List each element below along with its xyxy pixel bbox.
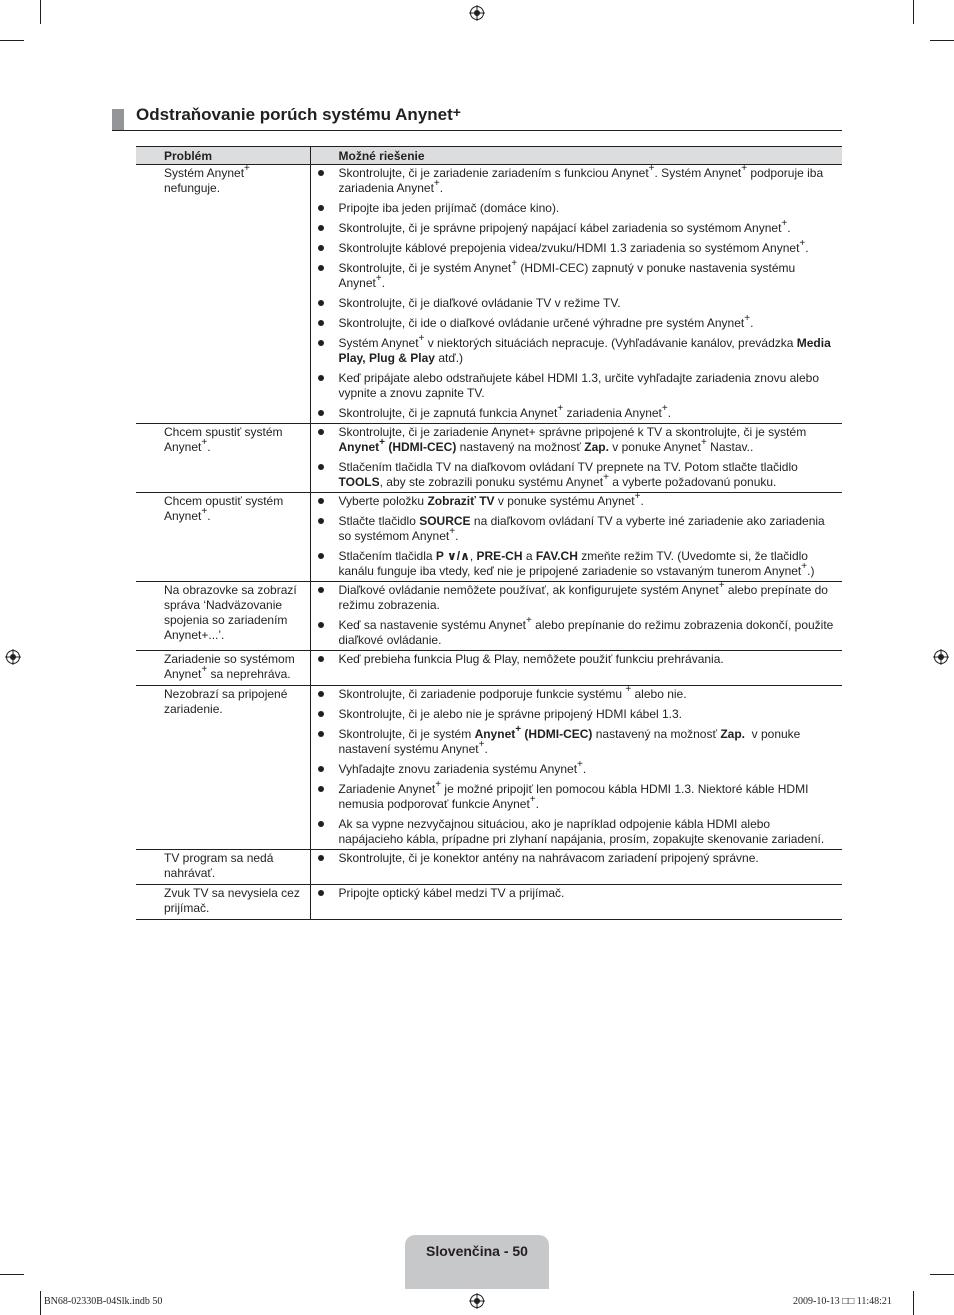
crop-mark <box>930 1274 954 1275</box>
solution-cell <box>310 582 842 651</box>
bullet-icon <box>318 320 324 326</box>
solution-text: Skontrolujte, či je zariadenie zariadením s funkciou Anynet+. Systém Anynet+ podporuje iba zariadenia Anynet+. <box>338 163 824 195</box>
page-number-label: Slovenčina - 50 <box>426 1243 528 1259</box>
list-item <box>315 333 839 366</box>
list-item <box>315 218 839 236</box>
table-row <box>136 850 842 885</box>
bullet-icon <box>318 821 324 827</box>
solution-text: Ak sa vypne nezvyčajnou situáciou, ako je napríklad odpojenie kábla HDMI alebo napájacieho kábla, prípadne pri zlyhaní napájania, prosím, zopakujte skenovanie zariadení. <box>338 817 825 846</box>
solution-text: Pripojte iba jeden prijímač (domáce kino). <box>338 201 560 215</box>
section-title-marker <box>112 109 124 131</box>
solution-text: Stlačením tlačidla P ∨/∧, PRE-CH a FAV.CH zmeňte režim TV. (Uvedomte si, že tlačidlo kanálu funguje iba vtedy, keď nie je pripojené zariadenie so vstavaným tunerom Anynet+.) <box>338 549 815 578</box>
solution-text: Skontrolujte, či je zapnutá funkcia Anynet+ zariadenia Anynet+. <box>338 403 672 420</box>
solution-text: Skontrolujte, či je systém Anynet+ (HDMI-CEC) nastavený na možnosť Zap. v ponuke nastavení systému Anynet+. <box>338 724 801 756</box>
solution-text: Systém Anynet+ v niektorých situáciách nepracuje. (Vyhľadávanie kanálov, prevádzka Media Play, Plug & Play atď.) <box>338 333 831 365</box>
section-title: Odstraňovanie porúch systému Anynet+ <box>136 104 461 124</box>
list-item <box>315 491 839 509</box>
solution-text: Skontrolujte, či je konektor antény na nahrávacom zariadení pripojený správne. <box>338 851 759 865</box>
list-item <box>315 886 839 901</box>
list-item <box>315 851 839 866</box>
print-date: 2009-10-13 □□ 11:48:21 <box>793 1296 892 1307</box>
crop-mark <box>913 1291 914 1315</box>
solution-text: Skontrolujte, či je systém Anynet+ (HDMI-CEC) zapnutý v ponuke nastavenia systému Anynet+. <box>338 258 796 290</box>
crop-mark <box>930 40 954 41</box>
crop-mark <box>913 0 914 24</box>
problem-cell: Zariadenie so systémom Anynet+ sa neprehráva. <box>136 651 310 686</box>
bullet-icon <box>318 766 324 772</box>
bullet-icon <box>318 225 324 231</box>
list-item <box>315 817 839 847</box>
bullet-icon <box>318 553 324 559</box>
bullet-icon <box>318 518 324 524</box>
solution-list <box>315 851 839 866</box>
solution-text: Skontrolujte káblové prepojenia videa/zvuku/HDMI 1.3 zariadenia so systémom Anynet+. <box>338 238 809 255</box>
solution-list <box>315 163 839 421</box>
solution-text: Diaľkové ovládanie nemôžete používať, ak konfigurujete systém Anynet+ alebo prepínate do režimu zobrazenia. <box>338 580 828 612</box>
crop-mark <box>40 0 41 24</box>
list-item <box>315 258 839 291</box>
list-item <box>315 759 839 777</box>
list-item <box>315 201 839 216</box>
bullet-icon <box>318 340 324 346</box>
list-item <box>315 615 839 648</box>
solution-cell <box>310 493 842 582</box>
solution-cell <box>310 686 842 850</box>
registration-mark-icon <box>469 5 485 21</box>
list-item <box>315 425 839 455</box>
registration-mark-icon <box>5 649 21 665</box>
table-row <box>136 686 842 850</box>
bullet-icon <box>318 855 324 861</box>
solution-list <box>315 684 839 847</box>
list-item <box>315 707 839 722</box>
file-info: BN68-02330B-04Slk.indb 50 <box>44 1296 163 1307</box>
problem-cell: Nezobrazí sa pripojené zariadenie. <box>136 686 310 850</box>
problem-cell: Na obrazovke sa zobrazí správa ‘Nadväzovanie spojenia so zariadením Anynet+...’. <box>136 582 310 651</box>
bullet-icon <box>318 622 324 628</box>
bullet-icon <box>318 656 324 662</box>
solution-text: Keď pripájate alebo odstraňujete kábel HDMI 1.3, určite vyhľadajte zariadenia znovu alebo vypnite a znovu zapnite TV. <box>338 371 819 400</box>
section-title-rule <box>112 130 842 131</box>
column-header-problem: Problém <box>136 147 310 165</box>
bullet-icon <box>318 587 324 593</box>
solution-list <box>315 491 839 579</box>
solution-text: Vyberte položku Zobraziť TV v ponuke systému Anynet+. <box>338 491 644 508</box>
bullet-icon <box>318 691 324 697</box>
list-item <box>315 313 839 331</box>
solution-text: Keď prebieha funkcia Plug & Play, nemôžete použiť funkciu prehrávania. <box>338 652 724 666</box>
list-item <box>315 371 839 401</box>
bullet-icon <box>318 375 324 381</box>
crop-mark <box>40 1291 41 1315</box>
solution-text: Skontrolujte, či je alebo nie je správne pripojený HDMI kábel 1.3. <box>338 707 683 721</box>
solution-text: Pripojte optický kábel medzi TV a prijímač. <box>338 886 565 900</box>
bullet-icon <box>318 731 324 737</box>
table-row <box>136 651 842 686</box>
solution-text: Stlačením tlačidla TV na diaľkovom ovládaní TV prepnete na TV. Potom stlačte tlačidlo TOOLS, aby ste zobrazili ponuku systému Anynet+ a vyberte požadovanú ponuku. <box>338 460 798 489</box>
table-row <box>136 885 842 920</box>
table-header-row <box>136 147 842 165</box>
solution-list <box>315 886 839 901</box>
bullet-icon <box>318 464 324 470</box>
solution-text: Keď sa nastavenie systému Anynet+ alebo prepínanie do režimu zobrazenia dokončí, použite diaľkové ovládanie. <box>338 615 834 647</box>
table-row <box>136 582 842 651</box>
bullet-icon <box>318 245 324 251</box>
list-item <box>315 238 839 256</box>
bullet-icon <box>318 205 324 211</box>
registration-mark-icon <box>933 649 949 665</box>
list-item <box>315 549 839 579</box>
solution-cell <box>310 885 842 920</box>
list-item <box>315 724 839 757</box>
problem-cell: TV program sa nedá nahrávať. <box>136 850 310 885</box>
list-item <box>315 580 839 613</box>
solution-text: Skontrolujte, či je diaľkové ovládanie TV v režime TV. <box>338 296 621 310</box>
solution-list <box>315 580 839 648</box>
solution-text: Stlačte tlačidlo SOURCE na diaľkovom ovládaní TV a vyberte iné zariadenie ako zariadenia so systémom Anynet+. <box>338 514 825 543</box>
solution-text: Skontrolujte, či je správne pripojený napájací kábel zariadenia so systémom Anynet+. <box>338 218 791 235</box>
bullet-icon <box>318 786 324 792</box>
table-body <box>136 165 842 920</box>
bullet-icon <box>318 711 324 717</box>
bullet-icon <box>318 170 324 176</box>
solution-text: Skontrolujte, či ide o diaľkové ovládanie určené výhradne pre systém Anynet+. <box>338 313 754 330</box>
list-item <box>315 296 839 311</box>
registration-mark-icon <box>469 1293 485 1309</box>
solution-cell <box>310 424 842 493</box>
table-row <box>136 493 842 582</box>
list-item <box>315 779 839 812</box>
problem-cell: Systém Anynet+ nefunguje. <box>136 165 310 424</box>
list-item <box>315 403 839 421</box>
bullet-icon <box>318 498 324 504</box>
bullet-icon <box>318 410 324 416</box>
column-header-solution: Možné riešenie <box>310 147 842 165</box>
problem-cell: Chcem spustiť systém Anynet+. <box>136 424 310 493</box>
solution-text: Skontrolujte, či je zariadenie Anynet+ správne pripojené k TV a skontrolujte, či je systém Anynet+ (HDMI-CEC) nastavený na možnosť Zap. v ponuke Anynet+ Nastav.. <box>338 425 807 454</box>
list-item <box>315 163 839 196</box>
bullet-icon <box>318 429 324 435</box>
table-row <box>136 424 842 493</box>
list-item <box>315 684 839 702</box>
problem-cell: Zvuk TV sa nevysiela cez prijímač. <box>136 885 310 920</box>
table-row <box>136 165 842 424</box>
solution-cell <box>310 850 842 885</box>
crop-mark <box>0 1274 24 1275</box>
list-item <box>315 514 839 544</box>
solution-text: Zariadenie Anynet+ je možné pripojiť len pomocou kábla HDMI 1.3. Niektoré káble HDMI nemusia podporovať funkcie Anynet+. <box>338 779 809 811</box>
solution-list <box>315 652 839 667</box>
bullet-icon <box>318 265 324 271</box>
troubleshooting-table <box>136 146 842 920</box>
solution-cell <box>310 165 842 424</box>
solution-list <box>315 425 839 490</box>
crop-mark <box>0 40 24 41</box>
bullet-icon <box>318 300 324 306</box>
solution-text: Skontrolujte, či zariadenie podporuje funkcie systému + alebo nie. <box>338 684 687 701</box>
list-item <box>315 460 839 490</box>
problem-cell: Chcem opustiť systém Anynet+. <box>136 493 310 582</box>
solution-text: Vyhľadajte znovu zariadenia systému Anynet+. <box>338 759 587 776</box>
list-item <box>315 652 839 667</box>
bullet-icon <box>318 890 324 896</box>
solution-cell <box>310 651 842 686</box>
